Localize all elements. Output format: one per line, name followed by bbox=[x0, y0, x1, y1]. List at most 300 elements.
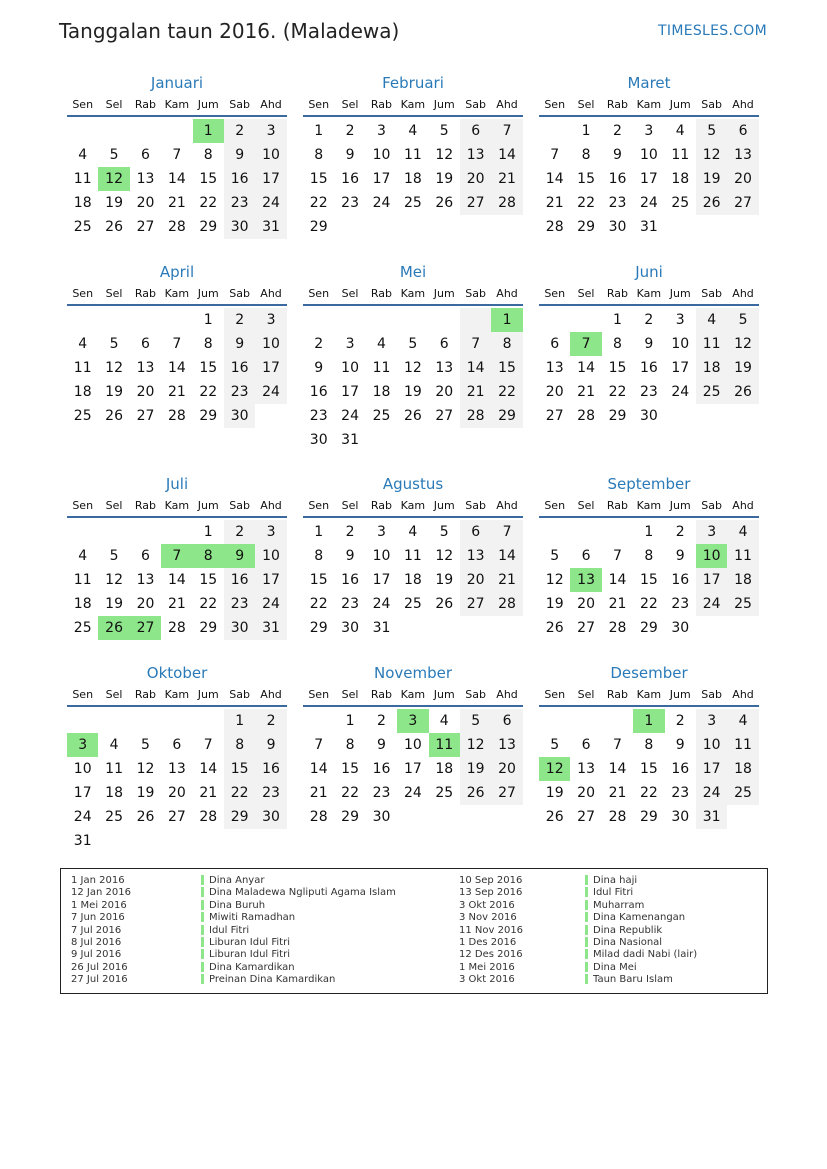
day-cell[interactable]: 15 bbox=[608, 360, 627, 376]
day-cell[interactable]: 10 bbox=[341, 360, 359, 376]
day-cell[interactable]: 20 bbox=[727, 167, 758, 191]
day-cell[interactable]: 3 bbox=[675, 312, 685, 328]
day-cell[interactable]: 16 bbox=[224, 167, 255, 191]
day-cell[interactable]: 4 bbox=[696, 308, 727, 332]
day-cell[interactable]: 7 bbox=[172, 147, 182, 163]
holiday-day[interactable]: 12 bbox=[98, 167, 129, 191]
day-cell[interactable]: 29 bbox=[341, 809, 359, 825]
day-cell[interactable]: 26 bbox=[460, 781, 491, 805]
holiday-day[interactable]: 3 bbox=[67, 733, 98, 757]
day-cell[interactable]: 25 bbox=[696, 380, 727, 404]
day-cell[interactable]: 24 bbox=[696, 781, 727, 805]
day-cell[interactable]: 19 bbox=[696, 167, 727, 191]
day-cell[interactable]: 22 bbox=[341, 785, 359, 801]
day-cell[interactable]: 14 bbox=[577, 360, 595, 376]
day-cell[interactable]: 2 bbox=[224, 119, 255, 143]
day-cell[interactable]: 29 bbox=[639, 809, 658, 825]
day-cell[interactable]: 30 bbox=[224, 404, 255, 428]
day-cell[interactable]: 20 bbox=[545, 384, 564, 400]
day-cell[interactable]: 24 bbox=[372, 195, 391, 211]
day-cell[interactable]: 23 bbox=[671, 596, 690, 612]
day-cell[interactable]: 14 bbox=[167, 572, 186, 588]
day-cell[interactable]: 9 bbox=[255, 733, 286, 757]
day-cell[interactable]: 26 bbox=[727, 380, 758, 404]
holiday-day[interactable]: 13 bbox=[570, 568, 601, 592]
day-cell[interactable]: 6 bbox=[491, 709, 522, 733]
day-cell[interactable]: 6 bbox=[141, 336, 150, 352]
day-cell[interactable]: 3 bbox=[255, 119, 286, 143]
day-cell[interactable]: 23 bbox=[608, 195, 627, 211]
day-cell[interactable]: 17 bbox=[696, 757, 727, 781]
day-cell[interactable]: 26 bbox=[105, 408, 123, 424]
day-cell[interactable]: 12 bbox=[105, 360, 123, 376]
day-cell[interactable]: 28 bbox=[309, 809, 328, 825]
day-cell[interactable]: 8 bbox=[224, 733, 255, 757]
day-cell[interactable]: 6 bbox=[172, 737, 182, 753]
day-cell[interactable]: 14 bbox=[608, 572, 627, 588]
day-cell[interactable]: 10 bbox=[372, 548, 391, 564]
day-cell[interactable]: 30 bbox=[639, 408, 658, 424]
day-cell[interactable]: 2 bbox=[675, 713, 685, 729]
day-cell[interactable]: 2 bbox=[675, 524, 685, 540]
day-cell[interactable]: 22 bbox=[639, 596, 658, 612]
day-cell[interactable]: 5 bbox=[696, 119, 727, 143]
day-cell[interactable]: 8 bbox=[613, 336, 622, 352]
day-cell[interactable]: 2 bbox=[644, 312, 654, 328]
day-cell[interactable]: 12 bbox=[460, 733, 491, 757]
day-cell[interactable]: 5 bbox=[408, 336, 418, 352]
day-cell[interactable]: 29 bbox=[224, 805, 255, 829]
day-cell[interactable]: 26 bbox=[435, 596, 454, 612]
day-cell[interactable]: 14 bbox=[167, 171, 186, 187]
day-cell[interactable]: 13 bbox=[136, 360, 155, 376]
day-cell[interactable]: 18 bbox=[727, 757, 758, 781]
day-cell[interactable]: 23 bbox=[372, 785, 391, 801]
day-cell[interactable]: 9 bbox=[314, 360, 324, 376]
day-cell[interactable]: 16 bbox=[671, 572, 690, 588]
day-cell[interactable]: 6 bbox=[581, 548, 591, 564]
day-cell[interactable]: 24 bbox=[255, 592, 286, 616]
day-cell[interactable]: 26 bbox=[545, 620, 564, 636]
holiday-day[interactable]: 9 bbox=[224, 544, 255, 568]
day-cell[interactable]: 27 bbox=[460, 191, 491, 215]
day-cell[interactable]: 6 bbox=[550, 336, 560, 352]
day-cell[interactable]: 5 bbox=[109, 336, 119, 352]
day-cell[interactable]: 15 bbox=[577, 171, 595, 187]
day-cell[interactable]: 28 bbox=[199, 809, 218, 825]
day-cell[interactable]: 23 bbox=[671, 785, 690, 801]
day-cell[interactable]: 10 bbox=[696, 733, 727, 757]
day-cell[interactable]: 8 bbox=[644, 737, 654, 753]
day-cell[interactable]: 23 bbox=[639, 384, 658, 400]
day-cell[interactable]: 25 bbox=[73, 620, 92, 636]
day-cell[interactable]: 30 bbox=[341, 620, 359, 636]
day-cell[interactable]: 17 bbox=[255, 167, 286, 191]
day-cell[interactable]: 19 bbox=[727, 356, 758, 380]
day-cell[interactable]: 31 bbox=[372, 620, 391, 636]
day-cell[interactable]: 27 bbox=[577, 809, 595, 825]
day-cell[interactable]: 10 bbox=[255, 143, 286, 167]
day-cell[interactable]: 28 bbox=[491, 191, 522, 215]
day-cell[interactable]: 29 bbox=[309, 620, 328, 636]
day-cell[interactable]: 4 bbox=[377, 336, 386, 352]
day-cell[interactable]: 12 bbox=[136, 761, 155, 777]
day-cell[interactable]: 16 bbox=[309, 384, 328, 400]
day-cell[interactable]: 8 bbox=[203, 336, 213, 352]
day-cell[interactable]: 4 bbox=[727, 520, 758, 544]
day-cell[interactable]: 25 bbox=[727, 781, 758, 805]
day-cell[interactable]: 7 bbox=[491, 520, 522, 544]
day-cell[interactable]: 17 bbox=[255, 356, 286, 380]
day-cell[interactable]: 1 bbox=[314, 524, 324, 540]
day-cell[interactable]: 23 bbox=[341, 596, 359, 612]
day-cell[interactable]: 7 bbox=[613, 737, 622, 753]
day-cell[interactable]: 29 bbox=[199, 620, 218, 636]
day-cell[interactable]: 24 bbox=[403, 785, 422, 801]
day-cell[interactable]: 13 bbox=[435, 360, 454, 376]
day-cell[interactable]: 13 bbox=[491, 733, 522, 757]
day-cell[interactable]: 6 bbox=[141, 548, 150, 564]
day-cell[interactable]: 24 bbox=[696, 592, 727, 616]
day-cell[interactable]: 19 bbox=[460, 757, 491, 781]
day-cell[interactable]: 12 bbox=[545, 572, 564, 588]
day-cell[interactable]: 6 bbox=[727, 119, 758, 143]
day-cell[interactable]: 13 bbox=[545, 360, 564, 376]
day-cell[interactable]: 28 bbox=[167, 408, 186, 424]
day-cell[interactable]: 23 bbox=[224, 380, 255, 404]
day-cell[interactable]: 31 bbox=[696, 805, 727, 829]
day-cell[interactable]: 18 bbox=[671, 171, 690, 187]
day-cell[interactable]: 31 bbox=[639, 219, 658, 235]
holiday-day[interactable]: 3 bbox=[397, 709, 428, 733]
day-cell[interactable]: 21 bbox=[167, 384, 186, 400]
day-cell[interactable]: 25 bbox=[435, 785, 454, 801]
day-cell[interactable]: 17 bbox=[403, 761, 422, 777]
day-cell[interactable]: 6 bbox=[439, 336, 449, 352]
day-cell[interactable]: 22 bbox=[577, 195, 595, 211]
day-cell[interactable]: 6 bbox=[141, 147, 150, 163]
holiday-day[interactable]: 8 bbox=[193, 544, 224, 568]
day-cell[interactable]: 5 bbox=[550, 548, 560, 564]
day-cell[interactable]: 23 bbox=[341, 195, 359, 211]
day-cell[interactable]: 20 bbox=[435, 384, 454, 400]
day-cell[interactable]: 29 bbox=[491, 404, 522, 428]
day-cell[interactable]: 19 bbox=[105, 384, 123, 400]
holiday-day[interactable]: 10 bbox=[696, 544, 727, 568]
day-cell[interactable]: 22 bbox=[199, 384, 218, 400]
day-cell[interactable]: 30 bbox=[671, 620, 690, 636]
day-cell[interactable]: 24 bbox=[255, 380, 286, 404]
day-cell[interactable]: 22 bbox=[491, 380, 522, 404]
day-cell[interactable]: 11 bbox=[372, 360, 391, 376]
day-cell[interactable]: 3 bbox=[377, 524, 386, 540]
day-cell[interactable]: 13 bbox=[577, 761, 595, 777]
holiday-day[interactable]: 7 bbox=[161, 544, 192, 568]
day-cell[interactable]: 20 bbox=[460, 568, 491, 592]
day-cell[interactable]: 16 bbox=[671, 761, 690, 777]
day-cell[interactable]: 11 bbox=[73, 572, 92, 588]
day-cell[interactable]: 13 bbox=[727, 143, 758, 167]
day-cell[interactable]: 24 bbox=[671, 384, 690, 400]
day-cell[interactable]: 27 bbox=[545, 408, 564, 424]
day-cell[interactable]: 4 bbox=[78, 147, 88, 163]
day-cell[interactable]: 13 bbox=[136, 572, 155, 588]
day-cell[interactable]: 19 bbox=[105, 596, 123, 612]
day-cell[interactable]: 8 bbox=[203, 147, 213, 163]
day-cell[interactable]: 30 bbox=[224, 616, 255, 640]
day-cell[interactable]: 25 bbox=[372, 408, 391, 424]
day-cell[interactable]: 19 bbox=[136, 785, 155, 801]
day-cell[interactable]: 8 bbox=[644, 548, 654, 564]
day-cell[interactable]: 8 bbox=[345, 737, 355, 753]
day-cell[interactable]: 25 bbox=[671, 195, 690, 211]
day-cell[interactable]: 11 bbox=[671, 147, 690, 163]
day-cell[interactable]: 9 bbox=[377, 737, 386, 753]
day-cell[interactable]: 3 bbox=[696, 709, 727, 733]
day-cell[interactable]: 3 bbox=[696, 520, 727, 544]
day-cell[interactable]: 15 bbox=[199, 171, 218, 187]
holiday-day[interactable]: 7 bbox=[570, 332, 601, 356]
day-cell[interactable]: 15 bbox=[341, 761, 359, 777]
day-cell[interactable]: 10 bbox=[73, 761, 92, 777]
day-cell[interactable]: 21 bbox=[167, 195, 186, 211]
day-cell[interactable]: 11 bbox=[73, 171, 92, 187]
day-cell[interactable]: 10 bbox=[639, 147, 658, 163]
day-cell[interactable]: 21 bbox=[545, 195, 564, 211]
day-cell[interactable]: 12 bbox=[435, 147, 454, 163]
day-cell[interactable]: 14 bbox=[309, 761, 328, 777]
day-cell[interactable]: 10 bbox=[403, 737, 422, 753]
day-cell[interactable]: 5 bbox=[460, 709, 491, 733]
day-cell[interactable]: 3 bbox=[644, 123, 654, 139]
holiday-day[interactable]: 26 bbox=[98, 616, 129, 640]
holiday-day[interactable]: 1 bbox=[633, 709, 664, 733]
day-cell[interactable]: 18 bbox=[435, 761, 454, 777]
day-cell[interactable]: 8 bbox=[581, 147, 591, 163]
day-cell[interactable]: 5 bbox=[439, 524, 449, 540]
day-cell[interactable]: 13 bbox=[136, 171, 155, 187]
day-cell[interactable]: 31 bbox=[341, 432, 359, 448]
holiday-day[interactable]: 12 bbox=[539, 757, 570, 781]
day-cell[interactable]: 4 bbox=[408, 524, 418, 540]
day-cell[interactable]: 20 bbox=[577, 785, 595, 801]
day-cell[interactable]: 25 bbox=[73, 219, 92, 235]
day-cell[interactable]: 22 bbox=[309, 195, 328, 211]
day-cell[interactable]: 29 bbox=[309, 219, 328, 235]
day-cell[interactable]: 17 bbox=[372, 171, 391, 187]
day-cell[interactable]: 11 bbox=[73, 360, 92, 376]
day-cell[interactable]: 4 bbox=[78, 336, 88, 352]
day-cell[interactable]: 21 bbox=[491, 568, 522, 592]
day-cell[interactable]: 27 bbox=[491, 781, 522, 805]
day-cell[interactable]: 15 bbox=[639, 761, 658, 777]
day-cell[interactable]: 29 bbox=[577, 219, 595, 235]
day-cell[interactable]: 21 bbox=[608, 596, 627, 612]
day-cell[interactable]: 1 bbox=[345, 713, 355, 729]
day-cell[interactable]: 10 bbox=[372, 147, 391, 163]
day-cell[interactable]: 11 bbox=[727, 544, 758, 568]
day-cell[interactable]: 2 bbox=[224, 520, 255, 544]
day-cell[interactable]: 11 bbox=[696, 332, 727, 356]
day-cell[interactable]: 4 bbox=[109, 737, 119, 753]
day-cell[interactable]: 14 bbox=[491, 143, 522, 167]
day-cell[interactable]: 25 bbox=[727, 592, 758, 616]
day-cell[interactable]: 18 bbox=[73, 195, 92, 211]
day-cell[interactable]: 24 bbox=[341, 408, 359, 424]
day-cell[interactable]: 2 bbox=[314, 336, 324, 352]
day-cell[interactable]: 14 bbox=[167, 360, 186, 376]
day-cell[interactable]: 27 bbox=[727, 191, 758, 215]
day-cell[interactable]: 27 bbox=[435, 408, 454, 424]
day-cell[interactable]: 22 bbox=[639, 785, 658, 801]
day-cell[interactable]: 19 bbox=[105, 195, 123, 211]
day-cell[interactable]: 7 bbox=[550, 147, 560, 163]
day-cell[interactable]: 3 bbox=[255, 308, 286, 332]
day-cell[interactable]: 27 bbox=[167, 809, 186, 825]
day-cell[interactable]: 23 bbox=[309, 408, 328, 424]
day-cell[interactable]: 14 bbox=[608, 761, 627, 777]
day-cell[interactable]: 12 bbox=[727, 332, 758, 356]
day-cell[interactable]: 29 bbox=[199, 219, 218, 235]
day-cell[interactable]: 20 bbox=[491, 757, 522, 781]
day-cell[interactable]: 26 bbox=[545, 809, 564, 825]
day-cell[interactable]: 5 bbox=[109, 147, 119, 163]
day-cell[interactable]: 16 bbox=[341, 171, 359, 187]
day-cell[interactable]: 18 bbox=[696, 356, 727, 380]
day-cell[interactable]: 10 bbox=[671, 336, 690, 352]
day-cell[interactable]: 9 bbox=[224, 143, 255, 167]
day-cell[interactable]: 8 bbox=[314, 147, 324, 163]
day-cell[interactable]: 18 bbox=[73, 596, 92, 612]
day-cell[interactable]: 21 bbox=[577, 384, 595, 400]
day-cell[interactable]: 25 bbox=[403, 195, 422, 211]
day-cell[interactable]: 26 bbox=[435, 195, 454, 211]
day-cell[interactable]: 2 bbox=[345, 524, 355, 540]
day-cell[interactable]: 14 bbox=[491, 544, 522, 568]
day-cell[interactable]: 2 bbox=[377, 713, 386, 729]
day-cell[interactable]: 25 bbox=[105, 809, 123, 825]
day-cell[interactable]: 18 bbox=[403, 572, 422, 588]
day-cell[interactable]: 27 bbox=[136, 219, 155, 235]
day-cell[interactable]: 22 bbox=[199, 596, 218, 612]
day-cell[interactable]: 30 bbox=[671, 809, 690, 825]
day-cell[interactable]: 4 bbox=[727, 709, 758, 733]
day-cell[interactable]: 17 bbox=[372, 572, 391, 588]
day-cell[interactable]: 28 bbox=[545, 219, 564, 235]
day-cell[interactable]: 18 bbox=[73, 384, 92, 400]
day-cell[interactable]: 11 bbox=[403, 147, 422, 163]
day-cell[interactable]: 21 bbox=[199, 785, 218, 801]
day-cell[interactable]: 29 bbox=[199, 408, 218, 424]
holiday-day[interactable]: 27 bbox=[130, 616, 161, 640]
day-cell[interactable]: 26 bbox=[696, 191, 727, 215]
day-cell[interactable]: 18 bbox=[727, 568, 758, 592]
day-cell[interactable]: 23 bbox=[224, 191, 255, 215]
day-cell[interactable]: 3 bbox=[255, 520, 286, 544]
day-cell[interactable]: 2 bbox=[224, 308, 255, 332]
day-cell[interactable]: 29 bbox=[608, 408, 627, 424]
day-cell[interactable]: 21 bbox=[167, 596, 186, 612]
day-cell[interactable]: 6 bbox=[460, 119, 491, 143]
day-cell[interactable]: 4 bbox=[78, 548, 88, 564]
day-cell[interactable]: 18 bbox=[105, 785, 123, 801]
day-cell[interactable]: 9 bbox=[644, 336, 654, 352]
day-cell[interactable]: 23 bbox=[224, 592, 255, 616]
day-cell[interactable]: 20 bbox=[577, 596, 595, 612]
day-cell[interactable]: 4 bbox=[439, 713, 449, 729]
day-cell[interactable]: 12 bbox=[435, 548, 454, 564]
day-cell[interactable]: 16 bbox=[639, 360, 658, 376]
day-cell[interactable]: 15 bbox=[224, 757, 255, 781]
day-cell[interactable]: 31 bbox=[255, 616, 286, 640]
day-cell[interactable]: 25 bbox=[73, 408, 92, 424]
day-cell[interactable]: 9 bbox=[224, 332, 255, 356]
day-cell[interactable]: 11 bbox=[403, 548, 422, 564]
day-cell[interactable]: 16 bbox=[224, 568, 255, 592]
day-cell[interactable]: 15 bbox=[309, 171, 328, 187]
day-cell[interactable]: 16 bbox=[608, 171, 627, 187]
day-cell[interactable]: 24 bbox=[639, 195, 658, 211]
day-cell[interactable]: 4 bbox=[408, 123, 418, 139]
day-cell[interactable]: 17 bbox=[341, 384, 359, 400]
day-cell[interactable]: 15 bbox=[639, 572, 658, 588]
day-cell[interactable]: 26 bbox=[136, 809, 155, 825]
day-cell[interactable]: 7 bbox=[314, 737, 324, 753]
day-cell[interactable]: 22 bbox=[309, 596, 328, 612]
day-cell[interactable]: 13 bbox=[460, 143, 491, 167]
day-cell[interactable]: 28 bbox=[460, 404, 491, 428]
day-cell[interactable]: 14 bbox=[199, 761, 218, 777]
day-cell[interactable]: 19 bbox=[545, 785, 564, 801]
day-cell[interactable]: 14 bbox=[545, 171, 564, 187]
day-cell[interactable]: 12 bbox=[105, 572, 123, 588]
day-cell[interactable]: 27 bbox=[460, 592, 491, 616]
day-cell[interactable]: 15 bbox=[491, 356, 522, 380]
day-cell[interactable]: 30 bbox=[608, 219, 627, 235]
day-cell[interactable]: 28 bbox=[167, 620, 186, 636]
day-cell[interactable]: 26 bbox=[105, 219, 123, 235]
day-cell[interactable]: 22 bbox=[199, 195, 218, 211]
day-cell[interactable]: 21 bbox=[460, 380, 491, 404]
day-cell[interactable]: 7 bbox=[491, 119, 522, 143]
day-cell[interactable]: 27 bbox=[136, 408, 155, 424]
day-cell[interactable]: 22 bbox=[224, 781, 255, 805]
day-cell[interactable]: 12 bbox=[403, 360, 422, 376]
day-cell[interactable]: 31 bbox=[73, 833, 92, 849]
day-cell[interactable]: 9 bbox=[675, 737, 685, 753]
day-cell[interactable]: 20 bbox=[460, 167, 491, 191]
day-cell[interactable]: 20 bbox=[136, 596, 155, 612]
day-cell[interactable]: 30 bbox=[255, 805, 286, 829]
day-cell[interactable]: 6 bbox=[581, 737, 591, 753]
day-cell[interactable]: 1 bbox=[314, 123, 324, 139]
day-cell[interactable]: 30 bbox=[309, 432, 328, 448]
day-cell[interactable]: 20 bbox=[167, 785, 186, 801]
day-cell[interactable]: 13 bbox=[460, 544, 491, 568]
day-cell[interactable]: 17 bbox=[639, 171, 658, 187]
day-cell[interactable]: 5 bbox=[727, 308, 758, 332]
day-cell[interactable]: 1 bbox=[224, 709, 255, 733]
day-cell[interactable]: 11 bbox=[727, 733, 758, 757]
day-cell[interactable]: 16 bbox=[341, 572, 359, 588]
day-cell[interactable]: 10 bbox=[255, 332, 286, 356]
day-cell[interactable]: 19 bbox=[403, 384, 422, 400]
day-cell[interactable]: 31 bbox=[255, 215, 286, 239]
day-cell[interactable]: 1 bbox=[203, 312, 213, 328]
day-cell[interactable]: 9 bbox=[613, 147, 622, 163]
day-cell[interactable]: 1 bbox=[203, 524, 213, 540]
day-cell[interactable]: 22 bbox=[608, 384, 627, 400]
